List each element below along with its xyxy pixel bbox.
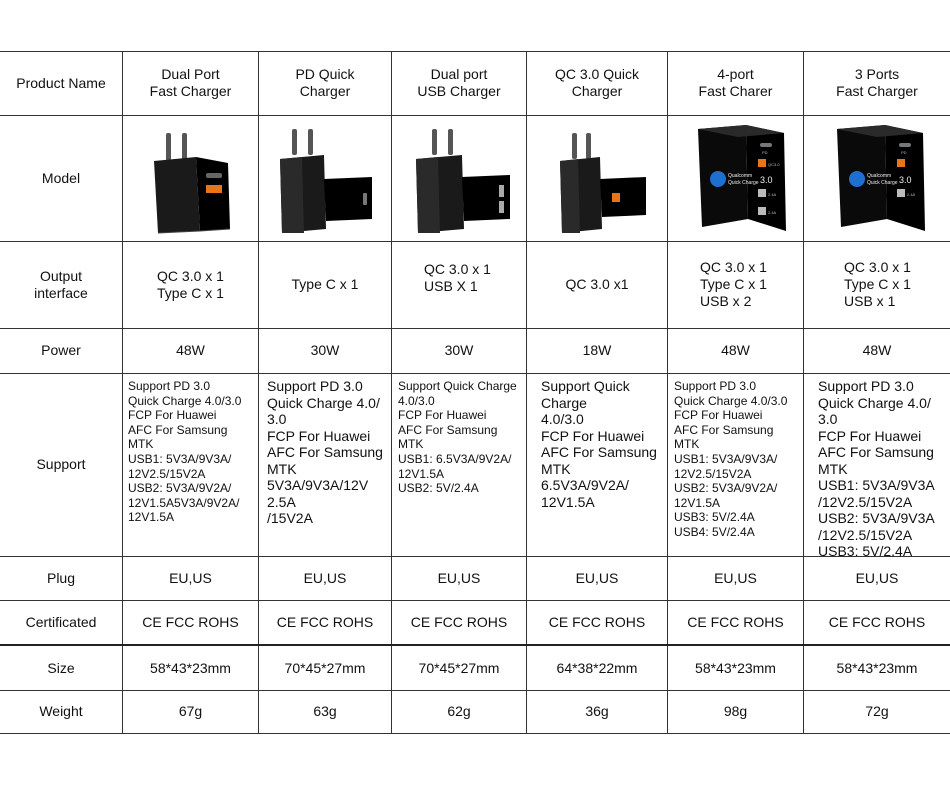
product-name-2: PD Quick Charger	[258, 51, 391, 115]
support-1: Support PD 3.0 Quick Charge 4.0/3.0 FCP For Huawei AFC For Samsung MTK USB1: 5V3A/9V3A/ 12V2.5/15V2A USB2: 5V3A/9V2A/ 12V1.5A5V3A/9V2A/ 12V1.5A	[122, 373, 258, 556]
brand-line2: Quick Charge	[727, 180, 759, 186]
port-qc-label: QC3.0	[767, 162, 780, 167]
port-pd-label: PD	[761, 150, 768, 155]
output-6: QC 3.0 x 1 Type C x 1 USB x 1	[803, 241, 950, 328]
product-name-1: Dual Port Fast Charger	[122, 51, 258, 115]
power-2: 30W	[258, 328, 391, 373]
power-6: 48W	[803, 328, 950, 373]
four-port-charger-icon	[676, 119, 796, 237]
size-3: 70*45*27mm	[391, 646, 526, 690]
output-5: QC 3.0 x 1 Type C x 1 USB x 2	[667, 241, 803, 328]
weight-6: 72g	[803, 690, 950, 733]
product-name-3: Dual port USB Charger	[391, 51, 526, 115]
brand-version: 3.0	[759, 175, 773, 185]
support-4: Support Quick Charge 4.0/3.0 FCP For Huawei AFC For Samsung MTK 6.5V3A/9V2A/ 12V1.5A	[526, 373, 667, 556]
plug-5: EU,US	[667, 556, 803, 600]
dual-port-charger-icon	[136, 121, 246, 236]
row-certificated	[0, 600, 950, 646]
product-name-4: QC 3.0 Quick Charger	[526, 51, 667, 115]
port-pd-label-b: PD	[901, 150, 907, 155]
output-4: QC 3.0 x1	[526, 241, 667, 328]
power-1: 48W	[122, 328, 258, 373]
cert-5: CE FCC ROHS	[667, 600, 803, 644]
pd-charger-icon	[268, 121, 383, 236]
size-2: 70*45*27mm	[258, 646, 391, 690]
row-plug	[0, 556, 950, 601]
label-weight: Weight	[39, 703, 83, 719]
cert-1: CE FCC ROHS	[122, 600, 258, 644]
brand-line1: Qualcomm	[727, 173, 752, 179]
weight-4: 36g	[526, 690, 667, 733]
product-name-6: 3 Ports Fast Charger	[803, 51, 950, 115]
cert-2: CE FCC ROHS	[258, 600, 391, 644]
power-5: 48W	[667, 328, 803, 373]
plug-3: EU,US	[391, 556, 526, 600]
model-cell-3	[391, 115, 526, 241]
model-cell-6	[803, 115, 950, 241]
model-cell-4	[526, 115, 667, 241]
row-output	[0, 241, 950, 329]
size-1: 58*43*23mm	[122, 646, 258, 690]
label-product-name: Product Name	[16, 74, 106, 91]
plug-2: EU,US	[258, 556, 391, 600]
support-3: Support Quick Charge 4.0/3.0 FCP For Huawei AFC For Samsung MTK USB1: 6.5V3A/9V2A/ 12V1.5A USB2: 5V/2.4A	[391, 373, 526, 556]
qc3-charger-icon	[540, 121, 655, 236]
label-support: Support	[36, 456, 86, 472]
power-3: 30W	[391, 328, 526, 373]
row-power	[0, 328, 950, 374]
support-5: Support PD 3.0 Quick Charge 4.0/3.0 FCP For Huawei AFC For Samsung MTK USB1: 5V3A/9V3A/ 12V2.5/15V2A USB2: 5V3A/9V2A/ 12V1.5A USB3: 5V/2.4A USB4: 5V/2.4A	[667, 373, 803, 556]
model-cell-2	[258, 115, 391, 241]
brand-line2-b: Quick Charge	[867, 180, 898, 186]
power-4: 18W	[526, 328, 667, 373]
product-name-5: 4-port Fast Charer	[667, 51, 803, 115]
output-3: QC 3.0 x 1 USB X 1	[391, 241, 526, 328]
weight-5: 98g	[667, 690, 803, 733]
cert-3: CE FCC ROHS	[391, 600, 526, 644]
port-24a-label-1: 2.4A	[767, 192, 776, 197]
label-power: Power	[41, 342, 81, 358]
support-2: Support PD 3.0 Quick Charge 4.0/ 3.0 FCP For Huawei AFC For Samsung MTK 5V3A/9V3A/12V 2.5A /15V2A	[258, 373, 391, 556]
support-6: Support PD 3.0 Quick Charge 4.0/ 3.0 FCP For Huawei AFC For Samsung MTK USB1: 5V3A/9V3A /12V2.5/15V2A USB2: 5V3A/9V3A /12V2.5/15V2A USB3: 5V/2.4A	[803, 373, 950, 556]
brand-line1-b: Qualcomm	[867, 173, 892, 179]
weight-1: 67g	[122, 690, 258, 733]
row-support	[0, 373, 950, 557]
row-product-name	[0, 51, 950, 116]
model-cell-5	[667, 115, 803, 241]
label-model: Model	[41, 169, 81, 186]
dual-usb-charger-icon	[402, 121, 517, 236]
brand-version-b: 3.0	[899, 175, 912, 185]
plug-4: EU,US	[526, 556, 667, 600]
output-1: QC 3.0 x 1 Type C x 1	[122, 241, 258, 328]
port-24a-label-2: 2.4A	[767, 210, 776, 215]
row-size	[0, 646, 950, 691]
three-port-charger-icon	[817, 119, 937, 237]
size-6: 58*43*23mm	[803, 646, 950, 690]
model-cell-1	[122, 115, 258, 241]
size-5: 58*43*23mm	[667, 646, 803, 690]
plug-1: EU,US	[122, 556, 258, 600]
cert-4: CE FCC ROHS	[526, 600, 667, 644]
weight-2: 63g	[258, 690, 391, 733]
port-24a-label-b: 2.4A	[907, 192, 916, 197]
row-model	[0, 115, 950, 242]
label-size: Size	[47, 659, 75, 676]
label-plug: Plug	[46, 569, 76, 586]
row-weight	[0, 690, 950, 734]
weight-3: 62g	[391, 690, 526, 733]
size-4: 64*38*22mm	[526, 646, 667, 690]
plug-6: EU,US	[803, 556, 950, 600]
label-certificated: Certificated	[25, 613, 97, 630]
cert-6: CE FCC ROHS	[803, 600, 950, 644]
label-output: Output interface	[34, 267, 88, 301]
output-2: Type C x 1	[258, 241, 391, 328]
